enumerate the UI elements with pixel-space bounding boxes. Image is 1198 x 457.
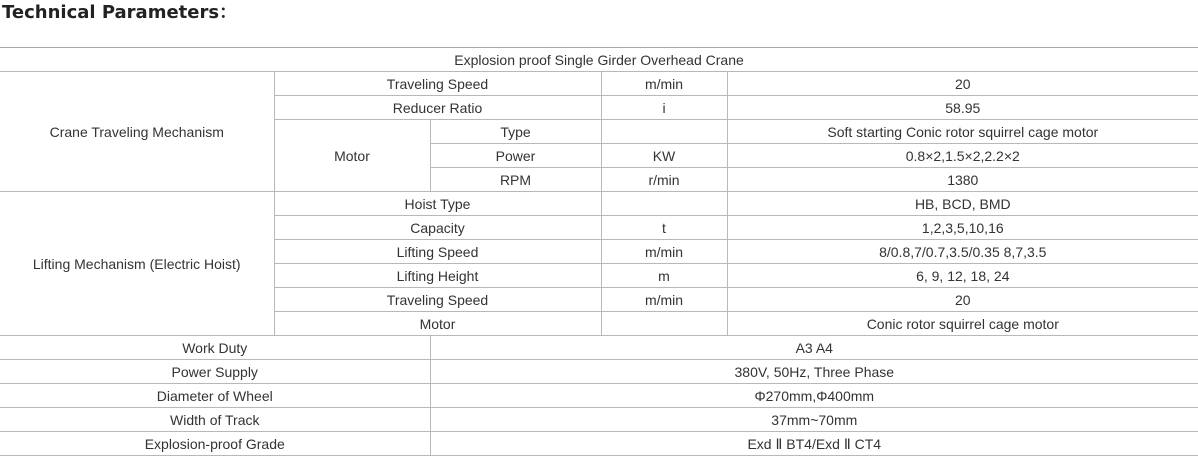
table-row bbox=[0, 360, 1198, 384]
param-label: Traveling Speed bbox=[274, 72, 601, 96]
unit-cell bbox=[601, 120, 727, 144]
param-label: RPM bbox=[430, 168, 601, 192]
table-row bbox=[0, 336, 1198, 360]
unit-cell: m/min bbox=[601, 240, 727, 264]
value-cell: 37mm~70mm bbox=[430, 408, 1198, 432]
param-label: Power bbox=[430, 144, 601, 168]
table-row bbox=[0, 384, 1198, 408]
unit-cell bbox=[601, 312, 727, 336]
value-cell: 1,2,3,5,10,16 bbox=[727, 216, 1198, 240]
table-row bbox=[0, 408, 1198, 432]
table-row bbox=[0, 432, 1198, 456]
table-row bbox=[0, 192, 1198, 216]
param-label: Traveling Speed bbox=[274, 288, 601, 312]
value-cell: Soft starting Conic rotor squirrel cage motor bbox=[727, 120, 1198, 144]
unit-cell bbox=[601, 192, 727, 216]
subgroup-motor: Motor bbox=[274, 120, 430, 192]
technical-parameters-table bbox=[0, 47, 1198, 456]
unit-cell: r/min bbox=[601, 168, 727, 192]
param-label: Capacity bbox=[274, 216, 601, 240]
value-cell: 20 bbox=[727, 288, 1198, 312]
value-cell: 8/0.8,7/0.7,3.5/0.35 8,7,3.5 bbox=[727, 240, 1198, 264]
param-label: Lifting Height bbox=[274, 264, 601, 288]
table-row bbox=[0, 72, 1198, 96]
value-cell: 58.95 bbox=[727, 96, 1198, 120]
group-lifting-mechanism: Lifting Mechanism (Electric Hoist) bbox=[0, 192, 274, 336]
param-label: Explosion-proof Grade bbox=[0, 432, 430, 456]
value-cell: 20 bbox=[727, 72, 1198, 96]
unit-cell: m/min bbox=[601, 288, 727, 312]
value-cell: 6, 9, 12, 18, 24 bbox=[727, 264, 1198, 288]
param-label: Motor bbox=[274, 312, 601, 336]
unit-cell: t bbox=[601, 216, 727, 240]
value-cell: 1380 bbox=[727, 168, 1198, 192]
unit-cell: m/min bbox=[601, 72, 727, 96]
unit-cell: KW bbox=[601, 144, 727, 168]
value-cell: Conic rotor squirrel cage motor bbox=[727, 312, 1198, 336]
param-label: Work Duty bbox=[0, 336, 430, 360]
value-cell: Φ270mm,Φ400mm bbox=[430, 384, 1198, 408]
value-cell: A3 A4 bbox=[430, 336, 1198, 360]
param-label: Width of Track bbox=[0, 408, 430, 432]
value-cell: Exd Ⅱ BT4/Exd Ⅱ CT4 bbox=[430, 432, 1198, 456]
param-label: Reducer Ratio bbox=[274, 96, 601, 120]
param-label: Type bbox=[430, 120, 601, 144]
param-label: Hoist Type bbox=[274, 192, 601, 216]
value-cell: HB, BCD, BMD bbox=[727, 192, 1198, 216]
table-caption-row bbox=[0, 48, 1198, 72]
value-cell: 0.8×2,1.5×2,2.2×2 bbox=[727, 144, 1198, 168]
unit-cell: m bbox=[601, 264, 727, 288]
param-label: Diameter of Wheel bbox=[0, 384, 430, 408]
param-label: Power Supply bbox=[0, 360, 430, 384]
unit-cell: i bbox=[601, 96, 727, 120]
value-cell: 380V, 50Hz, Three Phase bbox=[430, 360, 1198, 384]
page-title: Technical Parameters： bbox=[2, 2, 238, 23]
param-label: Lifting Speed bbox=[274, 240, 601, 264]
table-caption: Explosion proof Single Girder Overhead Crane bbox=[0, 48, 1198, 72]
group-crane-traveling-mechanism: Crane Traveling Mechanism bbox=[0, 72, 274, 192]
